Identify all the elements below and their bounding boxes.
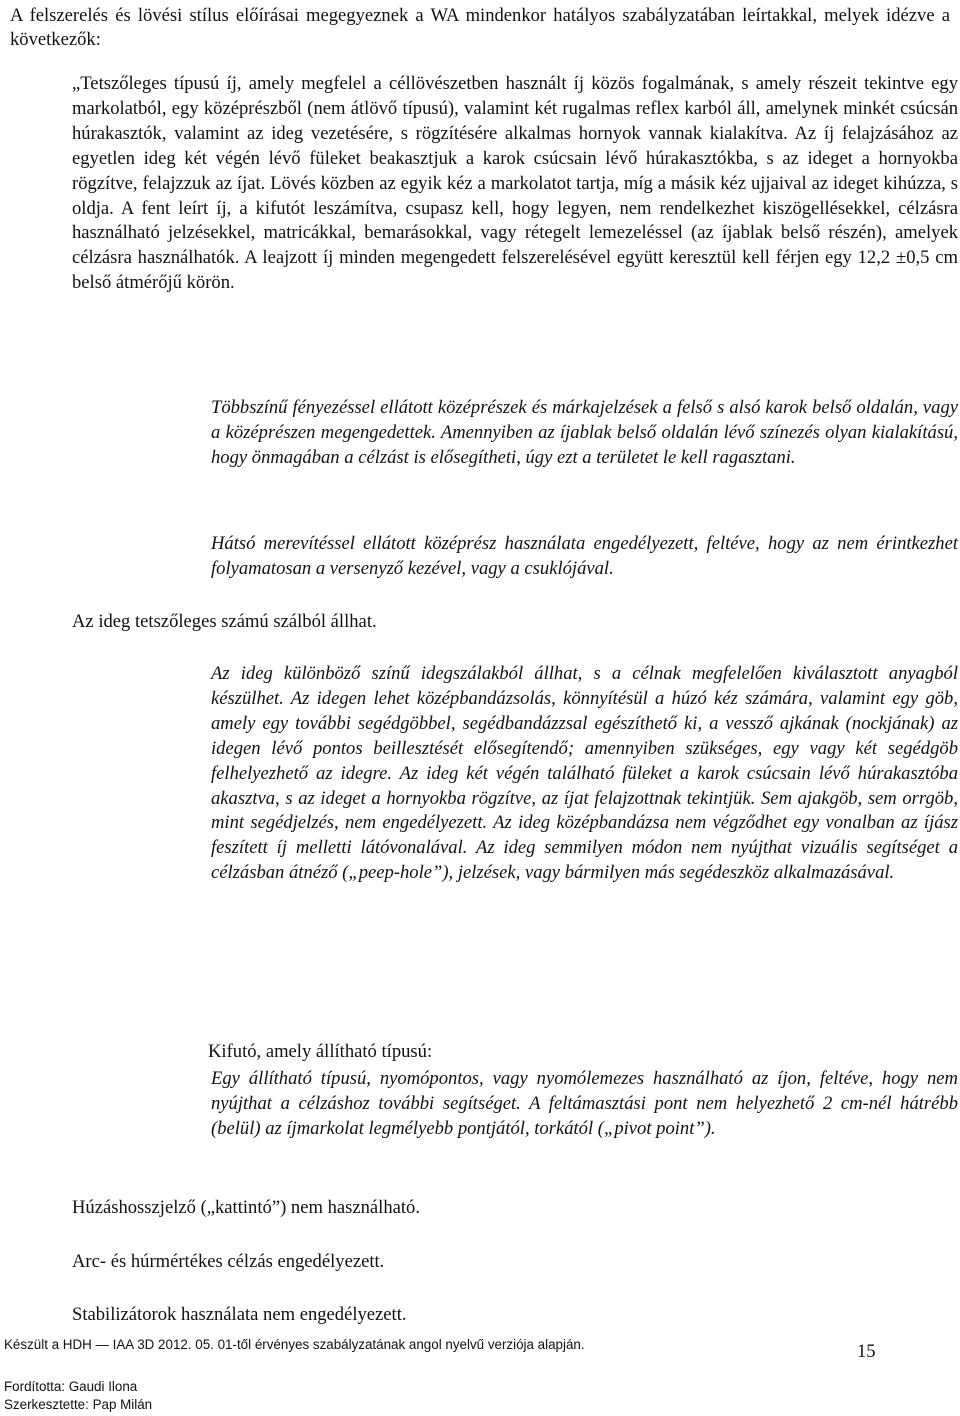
string-strands-paragraph: Az ideg tetszőleges számú szálból állhat.: [72, 611, 377, 632]
italic-paragraph-back-stiffener: Hátsó merevítéssel ellátott középrész használata engedélyezett, feltéve, hogy az nem érintkezhet folyamatosan a versenyző kezével, vagy a csuklójával.: [211, 533, 958, 579]
quoted-rule-paragraph: „Tetszőleges típusú íj, amely megfelel a céllövészetben használt íj közös fogalmának, s amely részeit tekintve egy markolatból, egy középrészből (nem átlövő típusú), valamint két rugalmas reflex karból áll, amelynek minkét csúcsán húrakasztók, valamint az ideg vezetésére, s rögzítésére alkalmas hornyok vannak kialakítva. Az íj felajzásához az egyetlen ideg két végén lévő füleket beakasztjuk a karok csúcsain lévő húrakasztókba, s az ideget a hornyokba rögzítve, felajzzuk az íjat. Lövés közben az egyik kéz a markolatot tartja, míg a másik kéz ujjaival az ideget kihúzza, s oldja. A fent leírt íj, a kifutót leszámítva, csupasz kell, hogy legyen, nem rendelkezhet kiszögellésekkel, célzásra használható jelzésekkel, matricákkal, bemarásokkal, vagy rétegelt lemezeléssel (az íjablak belső részén), amelyek célzásra használhatók. A leajzott íj minden megengedett felszerelésével együtt keresztül kell férjen egy 12,2 ±0,5 cm belső átmérőjű körön.: [72, 73, 958, 294]
arc-aiming-paragraph: Arc- és húrmértékes célzás engedélyezett.: [72, 1251, 385, 1272]
italic-paragraph-coloring: Többszínű fényezéssel ellátott középrészek és márkajelzések a felső s alsó karok belső oldalán, vagy a középrészen megengedettek. Amennyiben az íjablak belső oldalán lévő színezés olyan kialakítású, hogy önmagában a célzást is elősegítheti, úgy ezt a területet le kell ragasztani.: [211, 397, 958, 468]
italic-paragraph-arrow-rest: Egy állítható típusú, nyomópontos, vagy nyomólemezes használható az íjon, feltéve, hogy nem nyújthat a célzáshoz további segítséget. A feltámasztási pont nem helyezhető 2 cm-nél hátrébb (belül) az íjmarkolat legmélyebb pontjától, torkától („pivot point”).: [211, 1068, 958, 1139]
page-number: 15: [857, 1341, 876, 1362]
draw-length-paragraph: Húzáshosszjelző („kattintó”) nem használható.: [72, 1197, 420, 1218]
footer-translator: Fordította: Gaudi Ilona: [4, 1379, 138, 1394]
footer-editor: Szerkesztette: Pap Milán: [4, 1397, 153, 1412]
intro-paragraph: A felszerelés és lövési stílus előírásai megegyeznek a WA mindenkor hatályos szabályzatában leírtakkal, melyek idézve a következők:: [10, 5, 950, 50]
footer-source-note: Készült a HDH — IAA 3D 2012. 05. 01-től érvényes szabályzatának angol nyelvű verziója alapján.: [4, 1337, 585, 1352]
italic-paragraph-string: Az ideg különböző színű idegszálakból állhat, s a célnak megfelelően kiválasztott anyagból készülhet. Az idegen lehet középbandázsolás, könnyítésül a húzó kéz számára, valamint egy göb, amely egy további segédgöbbel, segédbandázzsal egészíthető ki, a vessző ajkának (nockjának) az idegen lévő pontos beillesztését elősegítendő; amennyiben szükséges, egy vagy két segédgöb felhelyezhető az idegre. Az ideg két végén található füleket a karok csúcsain lévő húrakasztóba akasztva, s az ideget a hornyokba rögzítve, az íjat felajzottnak tekintjük. Sem ajakgöb, sem orrgöb, mint segédjelzés, nem engedélyezett. Az ideg középbandázsa nem végződhet egy vonalban az íjász feszített íj melletti látóvonalával. Az ideg semmilyen módon nem nyújthat vizuális segítséget a célzásban átnéző („peep-hole”), jelzések, vagy bármilyen más segédeszköz alkalmazásával.: [211, 663, 958, 884]
arrow-rest-heading: Kifutó, amely állítható típusú:: [208, 1041, 433, 1062]
stabilizers-paragraph: Stabilizátorok használata nem engedélyezett.: [72, 1304, 407, 1325]
